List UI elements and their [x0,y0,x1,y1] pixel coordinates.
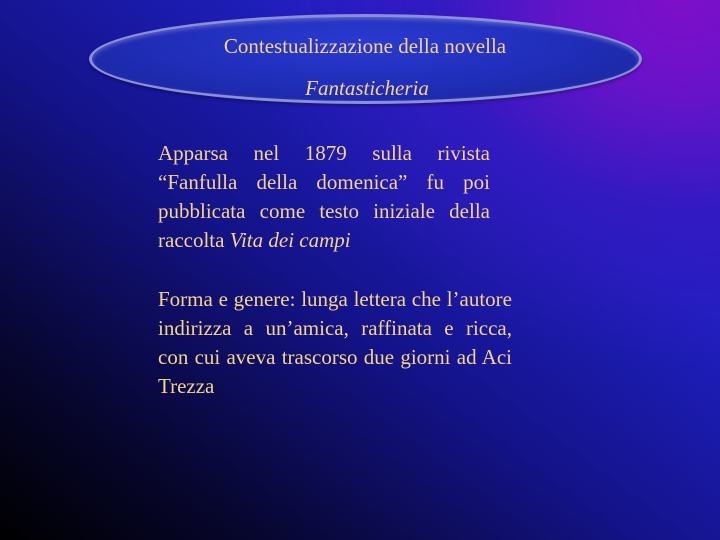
slide-subtitle: Fantasticheria [305,76,429,100]
paragraph-publication [158,139,490,255]
paragraph-publication-text: Apparsa nel 1879 sulla rivista “Fanfulla della domenica” fu poi pubblicata come testo iniziale della raccolta [158,141,490,252]
collection-title: Vita dei campi [229,228,351,252]
slide-title: Contestualizzazione della novella [223,34,507,58]
paragraph-form-genre: Forma e genere: lunga lettera che l’autore indirizza a un’amica, raffinata e ricca, con cui aveva trascorso due giorni ad Aci Trezza [158,287,512,398]
